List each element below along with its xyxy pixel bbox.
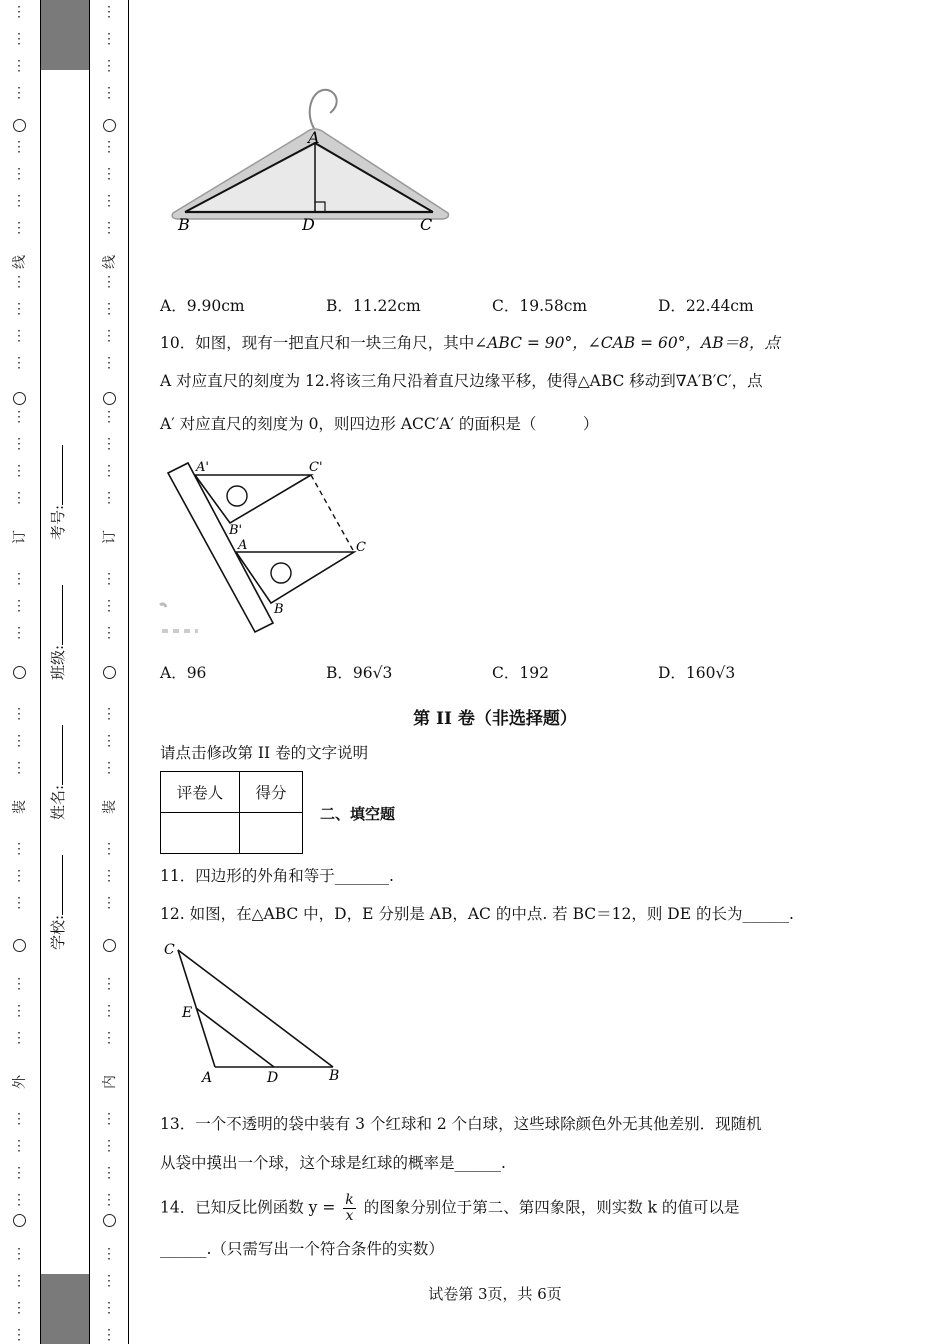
outer-dot: ⋮ [12, 625, 26, 641]
binding-gutter-inner [90, 0, 129, 1344]
outer-dot: ⋮ [12, 1246, 26, 1262]
outer-dot: ⋮ [12, 868, 26, 884]
inner-dot: ⋮ [102, 490, 116, 506]
inner-dot: ⋮ [102, 1138, 116, 1154]
outer-dot: ⋮ [12, 841, 26, 857]
outer-dot: ⋮ [12, 895, 26, 911]
inner-circle [103, 392, 116, 405]
outer-binding-char: 装 [12, 800, 28, 814]
student-info-band [40, 0, 90, 1344]
label-d-12: D [267, 1070, 279, 1086]
label-b-prime: B' [229, 523, 243, 538]
inner-dot: ⋮ [102, 1246, 116, 1262]
inner-dot: ⋮ [102, 1192, 116, 1208]
outer-dot: ⋮ [12, 436, 26, 452]
outer-dot: ⋮ [12, 760, 26, 776]
outer-dot: ⋮ [12, 1003, 26, 1019]
outer-dot: ⋮ [12, 355, 26, 371]
label-c-prime: C' [309, 460, 323, 475]
q13-line2: 从袋中摸出一个球，这个球是红球的概率是______. [160, 1154, 506, 1172]
q14-line2: ______.（只需写出一个符合条件的实数） [160, 1240, 444, 1258]
outer-dot: ⋮ [12, 4, 26, 20]
inner-dot: ⋮ [102, 1273, 116, 1289]
grader-header: 评卷人 [161, 772, 240, 813]
triangle-midpoint-figure [160, 938, 350, 1088]
outer-dot: ⋮ [12, 1030, 26, 1046]
outer-dot: ⋮ [12, 1138, 26, 1154]
label-b-10: B [274, 602, 284, 617]
outer-dot: ⋮ [12, 193, 26, 209]
inner-circle [103, 939, 116, 952]
inner-dot: ⋮ [102, 598, 116, 614]
outer-dot: ⋮ [12, 1111, 26, 1127]
outer-dot: ⋮ [12, 1300, 26, 1316]
inner-dot: ⋮ [102, 4, 116, 20]
q9-option-d[interactable]: D．22.44cm [658, 297, 754, 315]
q14-line1: 14．已知反比例函数 y = $\frac{k}{x}$ 的图象分别位于第二、第四象限，则实数 k 的值可以是 [160, 1192, 740, 1224]
score-cell[interactable] [240, 813, 303, 854]
inner-dot: ⋮ [102, 463, 116, 479]
inner-dot: ⋮ [102, 85, 116, 101]
outer-dot: ⋮ [12, 463, 26, 479]
section-instruction[interactable]: 请点击修改第 II 卷的文字说明 [160, 744, 369, 762]
outer-circle [13, 939, 26, 952]
band-shade-top [41, 0, 89, 70]
inner-dot: ⋮ [102, 571, 116, 587]
label-a: A [308, 128, 320, 147]
q9-option-a[interactable]: A．9.90cm [160, 297, 245, 315]
label-d: D [302, 215, 315, 234]
outer-binding-char: 订 [12, 530, 28, 544]
label-a-prime: A' [196, 460, 209, 475]
q10-option-c[interactable]: C．192 [492, 664, 549, 682]
inner-dot: ⋮ [102, 625, 116, 641]
label-a-12: A [202, 1070, 213, 1086]
outer-dot: ⋮ [12, 328, 26, 344]
outer-dot: ⋮ [12, 1165, 26, 1181]
inner-binding-char: 装 [102, 800, 118, 814]
q10-option-a[interactable]: A．96 [160, 664, 207, 682]
inner-dot: ⋮ [102, 1030, 116, 1046]
q10-option-b[interactable]: B．96√3 [326, 664, 393, 682]
outer-dot: ⋮ [12, 85, 26, 101]
outer-binding-char: 外 [12, 1075, 28, 1089]
inner-dot: ⋮ [102, 733, 116, 749]
class-field: 班级: [47, 585, 68, 680]
hanger-figure [165, 85, 455, 235]
q10-line3: A′ 对应直尺的刻度为 0，则四边形 ACC′A′ 的面积是（ ） [160, 415, 599, 433]
inner-dot: ⋮ [102, 1165, 116, 1181]
inner-dot: ⋮ [102, 760, 116, 776]
inner-circle [103, 666, 116, 679]
outer-dot: ⋮ [12, 274, 26, 290]
school-field: 学校: [47, 855, 68, 950]
outer-dot: ⋮ [12, 301, 26, 317]
outer-dot: ⋮ [12, 706, 26, 722]
q9-option-b[interactable]: B．11.22cm [326, 297, 421, 315]
grader-cell[interactable] [161, 813, 240, 854]
outer-dot: ⋮ [12, 490, 26, 506]
score-header: 得分 [240, 772, 303, 813]
inner-dot: ⋮ [102, 139, 116, 155]
inner-dot: ⋮ [102, 706, 116, 722]
inner-dot: ⋮ [102, 193, 116, 209]
inner-binding-char: 内 [102, 1075, 118, 1089]
inner-dot: ⋮ [102, 31, 116, 47]
inner-dot: ⋮ [102, 1327, 116, 1343]
inner-dot: ⋮ [102, 841, 116, 857]
inner-circle [103, 1214, 116, 1227]
inner-dot: ⋮ [102, 1003, 116, 1019]
inner-binding-char: 线 [102, 255, 118, 269]
inner-dot: ⋮ [102, 868, 116, 884]
binding-gutter-outer [0, 0, 40, 1344]
page-footer: 试卷第 3页，共 6页 [428, 1285, 562, 1303]
inner-dot: ⋮ [102, 58, 116, 74]
q12-text: 12. 如图，在△ABC 中，D，E 分别是 AB，AC 的中点. 若 BC＝12，则 DE 的长为______. [160, 905, 794, 923]
outer-dot: ⋮ [12, 733, 26, 749]
label-c-10: C [356, 540, 366, 555]
q13-line1: 13．一个不透明的袋中装有 3 个红球和 2 个白球，这些球除颜色外无其他差别．现随机 [160, 1115, 762, 1133]
inner-dot: ⋮ [102, 355, 116, 371]
fill-in-heading: 二、填空题 [320, 805, 396, 823]
outer-dot: ⋮ [12, 166, 26, 182]
outer-dot: ⋮ [12, 571, 26, 587]
inner-dot: ⋮ [102, 301, 116, 317]
outer-dot: ⋮ [12, 139, 26, 155]
outer-dot: ⋮ [12, 1192, 26, 1208]
inner-dot: ⋮ [102, 220, 116, 236]
section-title: 第 II 卷（非选择题） [413, 709, 577, 729]
label-c: C [420, 215, 433, 234]
ruler-triangle-figure [158, 455, 378, 640]
inner-dot: ⋮ [102, 328, 116, 344]
inner-dot: ⋮ [102, 976, 116, 992]
exam-number-field: 考号: [47, 445, 68, 540]
inner-circle [103, 119, 116, 132]
label-b-12: B [329, 1068, 340, 1084]
inner-dot: ⋮ [102, 895, 116, 911]
outer-circle [13, 119, 26, 132]
label-a-10: A [238, 538, 248, 553]
label-b: B [178, 215, 190, 234]
outer-dot: ⋮ [12, 409, 26, 425]
inner-dot: ⋮ [102, 166, 116, 182]
q10-option-d[interactable]: D．160√3 [658, 664, 736, 682]
inner-dot: ⋮ [102, 274, 116, 290]
q11-text: 11．四边形的外角和等于_______. [160, 867, 394, 885]
outer-dot: ⋮ [12, 58, 26, 74]
name-field: 姓名: [47, 725, 68, 820]
outer-dot: ⋮ [12, 220, 26, 236]
outer-circle [13, 1214, 26, 1227]
inner-binding-char: 订 [102, 530, 118, 544]
outer-binding-char: 线 [12, 255, 28, 269]
outer-dot: ⋮ [12, 976, 26, 992]
outer-circle [13, 392, 26, 405]
inner-dot: ⋮ [102, 1111, 116, 1127]
fraction-k-over-x: $\frac{k}{x}$ [345, 1192, 354, 1224]
outer-circle [13, 666, 26, 679]
inner-dot: ⋮ [102, 1300, 116, 1316]
outer-dot: ⋮ [12, 1327, 26, 1343]
q10-line2: A 对应直尺的刻度为 12.将该三角尺沿着直尺边缘平移，使得△ABC 移动到∇A′B′C′，点 [160, 372, 763, 390]
inner-dot: ⋮ [102, 436, 116, 452]
label-e-12: E [182, 1005, 193, 1021]
outer-dot: ⋮ [12, 31, 26, 47]
label-c-12: C [164, 942, 175, 958]
outer-dot: ⋮ [12, 1273, 26, 1289]
q9-option-c[interactable]: C．19.58cm [492, 297, 588, 315]
score-table [160, 771, 303, 854]
q10-line1: 10．如图，现有一把直尺和一块三角尺，其中∠ABC = 90°，∠CAB = 60°，AB＝8，点 [160, 334, 780, 352]
outer-dot: ⋮ [12, 598, 26, 614]
inner-dot: ⋮ [102, 409, 116, 425]
